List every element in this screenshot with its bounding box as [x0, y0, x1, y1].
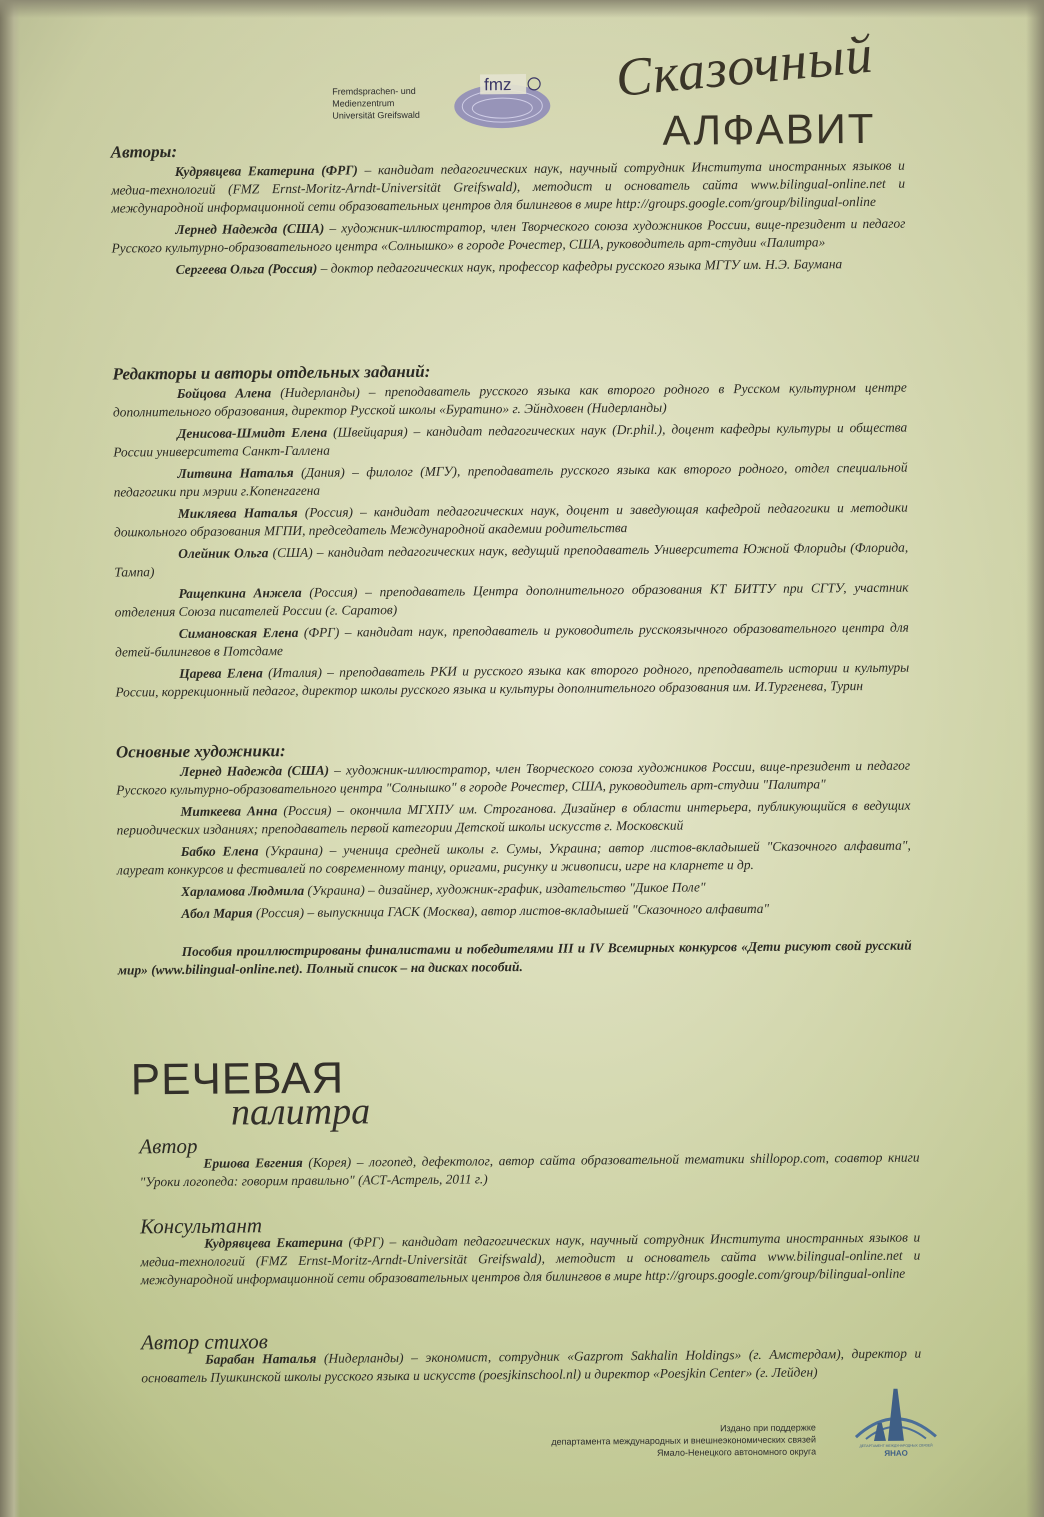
credit-entry	[113, 419, 907, 462]
credit-name: Барабан Наталья	[205, 1350, 317, 1367]
credit-text: (Корея) – логопед, дефектолог, автор сайта образовательной тематики shillopop.com, соавтор книги "Уроки логопеда: говорим правильно" (АСТ-Астрель, 2011 г.)	[139, 1149, 920, 1190]
fmz-caption	[332, 85, 452, 122]
credit-text: (Нидерланды) – экономист, сотрудник «Gazprom Sakhalin Holdings» (г. Амстердам), директор и основатель Пушкинской школы русского языка и искусств (poesjkinschool.nl) и директор «Poesjkin Center» (г. Лейден)	[141, 1345, 922, 1386]
credit-entry	[116, 797, 910, 840]
credit-text: (Швейцария) – кандидат педагогических наук (Dr.phil.), доцент кафедры культуры и общества России университета Санкт-Галлена	[113, 419, 908, 460]
credit-text: (Россия) – кандидат педагогических наук, доцент и заведующая кафедрой педагогики и методики дошкольного образования МГПИ, председатель Международной академии родительства	[113, 499, 908, 540]
support-line: департамента международных и внешнеэкономических связей	[551, 1434, 816, 1447]
credit-text: (Украина) – дизайнер, художник-график, издательство "Дикое Поле"	[304, 879, 706, 898]
credit-entry	[141, 1345, 921, 1388]
palette-title-line1: РЕЧЕВАЯ	[130, 1053, 345, 1105]
palette-author-section	[139, 1131, 919, 1196]
credit-text: (ФРГ) – кандидат наук, преподаватель и руководитель русскоязычного образовательного центра для детей-билингвов в Потсдаме	[114, 619, 909, 660]
palette-title-line2: палитра	[230, 1090, 371, 1134]
section-heading: Редакторы и авторы отдельных заданий:	[112, 361, 431, 384]
credit-entry	[111, 157, 905, 218]
credit-entry	[117, 877, 911, 902]
credit-name: Абол Мария	[181, 905, 253, 921]
credit-entry	[114, 579, 908, 622]
palette-consultant-section	[140, 1211, 921, 1294]
credit-text: – кандидат педагогических наук, научный сотрудник Института иностранных языков и медиа-технологий (FMZ Ernst-Moritz-Arndt-Universität Greifswald), методист и основатель сайта www.bilingual-online.net и международной информационной сети образовательных центров для билингвов в мире http://groups.google.com/group/bilingual-online	[110, 157, 906, 216]
credit-entry	[140, 1229, 920, 1290]
credit-entry	[111, 215, 905, 258]
credit-name: Микляева Наталья	[177, 504, 298, 521]
credit-text: (Россия) – окончила МГХПУ им. Строганова. Дизайнер в области интерьера, публикующийся в ведущих периодических изданиях; преподаватель первой категории Детской школы искусств г. Московский	[116, 797, 911, 838]
emblem-caption: ЯНАО	[884, 1448, 908, 1458]
fmz-line: Medienzentrum	[332, 98, 395, 109]
credit-entry	[115, 619, 909, 662]
credit-name: Олейник Ольга	[178, 545, 269, 561]
illustrators-note: Пособия проиллюстрированы финалистами и победителями III и IV Всемирных конкурсов «Дети рисуют свой русский мир» (www.bilingual-online.net). Полный список – на дисках пособий.	[117, 937, 912, 978]
credit-entry	[113, 459, 907, 502]
credit-entry	[112, 255, 906, 280]
yanao-emblem	[847, 1382, 944, 1459]
credit-text: (Италия) – преподаватель РКИ и русского языка как второго родного, преподаватель истории и культуры России, коррекционный педагог, директор школы русского языка и культуры дополнительного образования им. И.Тургенева, Турин	[115, 659, 910, 700]
credit-name: Лернед Надежда (США)	[180, 762, 330, 779]
section-heading: Авторы:	[110, 141, 178, 162]
subsection-heading: Консультант	[139, 1213, 263, 1239]
credit-text: (Россия) – преподаватель Центра дополнительного образования КТ БИТТУ при СГТУ, участник отделения Союза писателей России (г. Саратов)	[114, 579, 909, 620]
credit-name: Ершова Евгения	[203, 1154, 303, 1171]
credit-text: (Дания) – филолог (МГУ), преподаватель русского языка как второго родного, отдел специальной педагогики при мэрии г.Копенгагена	[113, 459, 908, 500]
editors-section	[113, 359, 910, 706]
credit-entry	[117, 837, 911, 880]
brand-title-line1: Сказочный	[613, 23, 876, 109]
credit-entry	[114, 499, 908, 542]
credit-name: Ращепкина Анжела	[178, 584, 302, 601]
brand-title-line2: АЛФАВИТ	[662, 104, 876, 154]
section-heading: Основные художники:	[115, 741, 286, 762]
credit-name: Симановская Елена	[178, 624, 299, 641]
credit-entry	[114, 539, 908, 582]
credit-name: Бойцова Алена	[176, 385, 272, 401]
credit-entry	[113, 379, 907, 422]
credit-text: (Украина) – ученица средней школы г. Сумы, Украина; автор листов-вкладышей "Сказочного алфавита", лауреат конкурсов и фестивалей по современному танцу, оригами, рисунку и живописи, игре на кларнете и др.	[116, 837, 911, 878]
palette-poems-section	[141, 1327, 921, 1392]
credit-entry	[117, 899, 911, 924]
credit-name: Царева Елена	[179, 665, 263, 681]
credit-name: Лернед Надежда (США)	[175, 220, 325, 238]
fmz-line: Universität Greifswald	[332, 109, 420, 121]
credit-name: Миткеева Анна	[180, 803, 278, 819]
credit-name: Сергеева Ольга (Россия)	[175, 260, 318, 278]
credit-entry	[115, 659, 909, 702]
credit-name: Кудрявцева Екатерина (ФРГ)	[174, 162, 358, 180]
credit-text: – художник-иллюстратор, член Творческого союза художников России, вице-президент и педагог Русского культурно-образовательного центра "Солнышко" в городе Рочестер, США, руководитель арт-студии "Палитра"	[116, 757, 911, 798]
publisher-support-note	[476, 1421, 816, 1460]
support-line: Издано при поддержке	[720, 1422, 816, 1434]
fmz-logo	[450, 74, 554, 131]
credit-text: – доктор педагогических наук, профессор кафедры русского языка МГТУ им. Н.Э. Баумана	[317, 256, 843, 276]
support-line: Ямало-Ненецкого автономного округа	[656, 1446, 817, 1458]
credit-text: (Нидерланды) – преподаватель русского языка как второго родного в Русском культурном центре дополнительного образования, директор Русской школы «Буратино» г. Эйндховен (Нидерланды)	[112, 379, 907, 420]
credit-text: – художник-иллюстратор, член Творческого союза художников России, вице-президент и педагог Русского культурно-образовательного центра «Солнышко» в городе Рочестер, США, руководитель арт-студии «Палитра»	[111, 215, 906, 256]
subsection-heading: Автор	[139, 1133, 198, 1159]
fmz-line: Fremdsprachen- und	[332, 85, 416, 97]
credit-name: Кудрявцева Екатерина	[204, 1234, 343, 1251]
authors-section	[111, 137, 906, 284]
credit-entry	[139, 1149, 919, 1192]
credit-name: Литвина Наталья	[177, 464, 294, 481]
subsection-heading: Автор стихов	[140, 1329, 268, 1355]
artists-section	[116, 737, 912, 980]
credit-name: Бабко Елена	[180, 843, 259, 859]
credit-entry	[116, 757, 910, 800]
fmz-logo-text: fmz	[484, 75, 512, 95]
credit-text: (США) – кандидат педагогических наук, ведущий преподаватель Университета Южной Флориды (Флорида, Тампа)	[114, 539, 909, 580]
credit-text: (Россия) – выпускница ГАСК (Москва), автор листов-вкладышей "Сказочного алфавита"	[252, 900, 770, 921]
credit-name: Денисова-Шмидт Елена	[177, 424, 328, 441]
credit-text: (ФРГ) – кандидат педагогических наук, научный сотрудник Института иностранных языков и медиа-технологий (FMZ Ernst-Moritz-Arndt-Universität Greifswald), методист и основатель сайта www.bilingual-online.net и международной информационной сети образовательных центров для билингвов в мире http://groups.google.com/group/bilingual-online	[140, 1229, 921, 1288]
emblem-small-text: ДЕПАРТАМЕНТ МЕЖДУНАРОДНЫХ СВЯЗЕЙ	[859, 1443, 933, 1449]
credit-name: Харламова Людмила	[181, 882, 305, 899]
